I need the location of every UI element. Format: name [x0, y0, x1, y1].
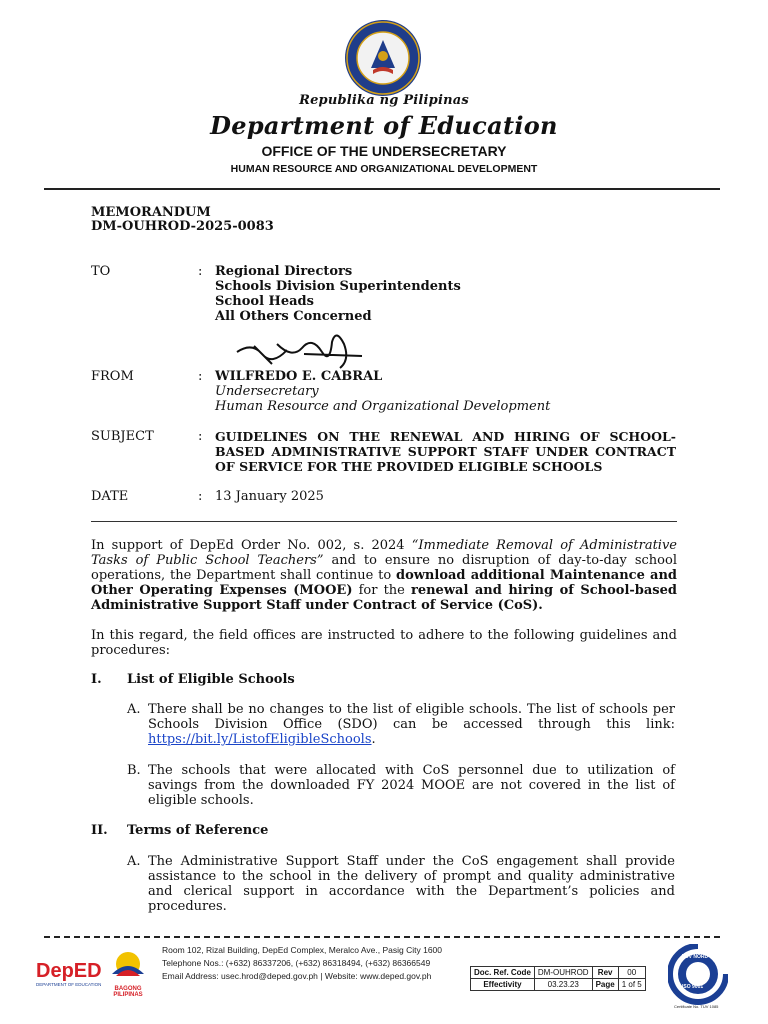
intro-paragraph	[91, 538, 677, 613]
table-header: Rev	[592, 967, 618, 979]
section-2-title: Terms of Reference	[127, 823, 269, 838]
section-1-title: List of Eligible Schools	[127, 672, 295, 687]
subject-colon: :	[198, 429, 203, 444]
table-cell: 03.23.23	[534, 979, 592, 991]
header-divider	[44, 188, 720, 190]
tuv-certification-logo	[668, 944, 728, 1016]
guidelines-paragraph: In this regard, the field offices are instructed to adhere to the following guidelines and procedures:	[91, 628, 677, 658]
order-title: “Immediate Removal of Administrative Tasks of Public School Teachers”	[91, 538, 677, 568]
footer-address: Room 102, Rizal Building, DepEd Complex, Meralco Ave., Pasig City 1600	[162, 945, 443, 955]
table-row	[471, 967, 646, 979]
to-label: TO	[91, 264, 111, 279]
list-item	[148, 702, 675, 747]
doc-ref-table	[470, 966, 646, 991]
from-name: WILFREDO E. CABRAL	[215, 369, 383, 384]
section-1-number: I.	[91, 672, 102, 687]
intro-text: In support of DepEd Order No. 002, s. 2024	[91, 538, 412, 553]
item-letter: B.	[127, 763, 141, 778]
deped-logo-sub: DEPARTMENT OF EDUCATION	[36, 982, 102, 987]
list-item: The schools that were allocated with CoS personnel due to utilization of savings from the downloaded FY 2024 MOOE are not covered in the list of eligible schools.	[148, 763, 675, 808]
subject-text: GUIDELINES ON THE RENEWAL AND HIRING OF SCHOOL-BASED ADMINISTRATIVE SUPPORT STAFF UNDER CONTRACT OF SERVICE FOR THE PROVIDED ELIGIBLE SCHOOLS	[215, 429, 676, 474]
from-title: Undersecretary	[215, 384, 319, 399]
from-office: Human Resource and Organizational Development	[215, 399, 551, 414]
deped-seal-logo	[343, 18, 423, 98]
cos-emphasis: renewal and hiring of School-based Administrative Support Staff under Contract of Service (CoS).	[91, 583, 677, 613]
footer-email: Email Address: usec.hrod@deped.gov.ph | Website: www.deped.gov.ph	[162, 971, 432, 981]
footer-telephone: Telephone Nos.: (+632) 86337206, (+632) 86318494, (+632) 86366549	[162, 958, 431, 968]
eligible-schools-link[interactable]: https://bit.ly/ListofEligibleSchools	[148, 732, 372, 747]
table-row	[471, 979, 646, 991]
to-recipient: School Heads	[215, 294, 314, 309]
table-cell: 00	[618, 967, 645, 979]
republika-heading: Republika ng Pilipinas	[299, 93, 469, 108]
item-letter: A.	[127, 854, 141, 869]
mooe-emphasis: download additional Maintenance and Other Operating Expenses (MOOE)	[91, 568, 678, 598]
item-text: There shall be no changes to the list of eligible schools. The list of schools per Schools Division Office (SDO) can be accessed through this link:	[148, 702, 675, 732]
table-header: Effectivity	[471, 979, 535, 991]
memo-number: DM-OUHROD-2025-0083	[91, 219, 274, 234]
section-2-number: II.	[91, 823, 108, 838]
unit-heading: HUMAN RESOURCE AND ORGANIZATIONAL DEVELOPMENT	[230, 163, 538, 175]
from-colon: :	[198, 369, 203, 384]
item-letter: A.	[127, 702, 141, 717]
deped-logo	[36, 960, 102, 987]
office-heading: OFFICE OF THE UNDERSECRETARY	[261, 143, 507, 159]
bagong-pilipinas-logo	[104, 948, 152, 998]
bagong-text: BAGONG PILIPINAS	[113, 986, 143, 998]
to-recipient: Regional Directors	[215, 264, 353, 279]
table-cell: 1 of 5	[618, 979, 645, 991]
to-colon: :	[198, 264, 203, 279]
date-colon: :	[198, 489, 203, 504]
to-recipient: Schools Division Superintendents	[215, 279, 461, 294]
subject-label: SUBJECT	[91, 429, 154, 444]
cert-text: Certificate No. TUV 1085	[674, 1004, 719, 1009]
from-label: FROM	[91, 369, 134, 384]
to-recipient: All Others Concerned	[215, 309, 372, 324]
iso-text: ISO 9001	[682, 984, 704, 990]
tuv-text: TÜV NORD	[682, 954, 709, 960]
section-divider	[91, 521, 677, 522]
table-header: Doc. Ref. Code	[471, 967, 535, 979]
list-item: The Administrative Support Staff under the CoS engagement shall provide assistance to the school in the delivery of prompt and quality administrative and clerical support in accordance with the Department’s policies and procedures.	[148, 854, 675, 914]
deped-logo-text: DepED	[36, 960, 102, 982]
intro-text: and to ensure no disruption of day-to-day school operations, the Department shall continue to	[91, 553, 677, 583]
date-label: DATE	[91, 489, 129, 504]
intro-text: for the	[352, 583, 411, 598]
table-cell: DM-OUHROD	[534, 967, 592, 979]
table-header: Page	[592, 979, 618, 991]
footer-divider	[44, 936, 720, 938]
memo-type: MEMORANDUM	[91, 205, 211, 220]
department-heading: Department of Education	[210, 111, 558, 140]
date-value: 13 January 2025	[215, 489, 324, 504]
item-text: .	[371, 732, 376, 747]
